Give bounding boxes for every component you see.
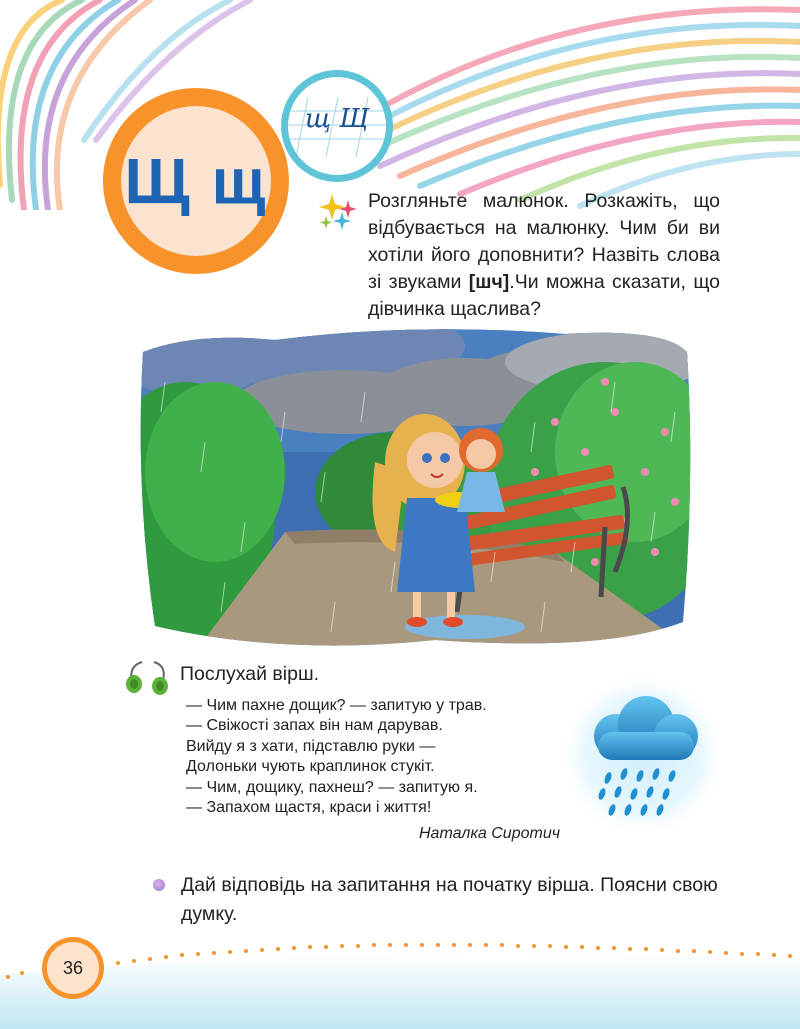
letter-title: Щ щ: [124, 145, 268, 217]
bullet-icon: [153, 879, 165, 891]
question-text: Дай відповідь на запитання на початку вірша. Поясни свою думку.: [181, 874, 718, 925]
poem-line: — Чим, дощику, пахнеш? — запитую я.: [186, 778, 478, 796]
script-letter-inner: [288, 77, 386, 175]
letter-badge-inner: [121, 106, 271, 256]
page-number-badge: [42, 937, 104, 999]
sparkle-icon: [316, 192, 362, 234]
script-letter: щ Щ: [305, 104, 369, 134]
poem-line: Долоньки чують краплинок стукіт.: [186, 758, 435, 776]
page-number: 36: [47, 942, 99, 994]
task-text-start: Розгляньте малюнок. Розкажіть, що відбувається на малюнку. Чим би ви хотіли його доповнити? Назвіть слова зі звуками: [368, 190, 720, 293]
page-footer: [0, 935, 800, 1029]
listen-instruction: Послухай вірш.: [180, 663, 320, 685]
rain-cloud-icon: [558, 670, 728, 840]
letter-badge: [103, 88, 289, 274]
task-sound: [шч]: [468, 271, 510, 293]
poem-line: Вийду я з хати, підставлю руки —: [186, 737, 436, 755]
poem-line: — Чим пахне дощик? — запитую у трав.: [186, 697, 487, 714]
poem: [186, 696, 546, 818]
task-text: [368, 188, 720, 323]
poem-line: — Запахом щастя, краси і життя!: [186, 799, 432, 817]
script-letter-badge: [281, 70, 393, 182]
poem-author: Наталка Сиротич: [419, 825, 560, 842]
task-text-end: .Чи можна сказати, що дівчинка щаслива?: [368, 271, 720, 320]
poem-line: — Свіжості запах він нам дарував.: [186, 717, 443, 735]
headphones-icon: [122, 654, 174, 696]
rain-park-illustration: [135, 322, 695, 652]
